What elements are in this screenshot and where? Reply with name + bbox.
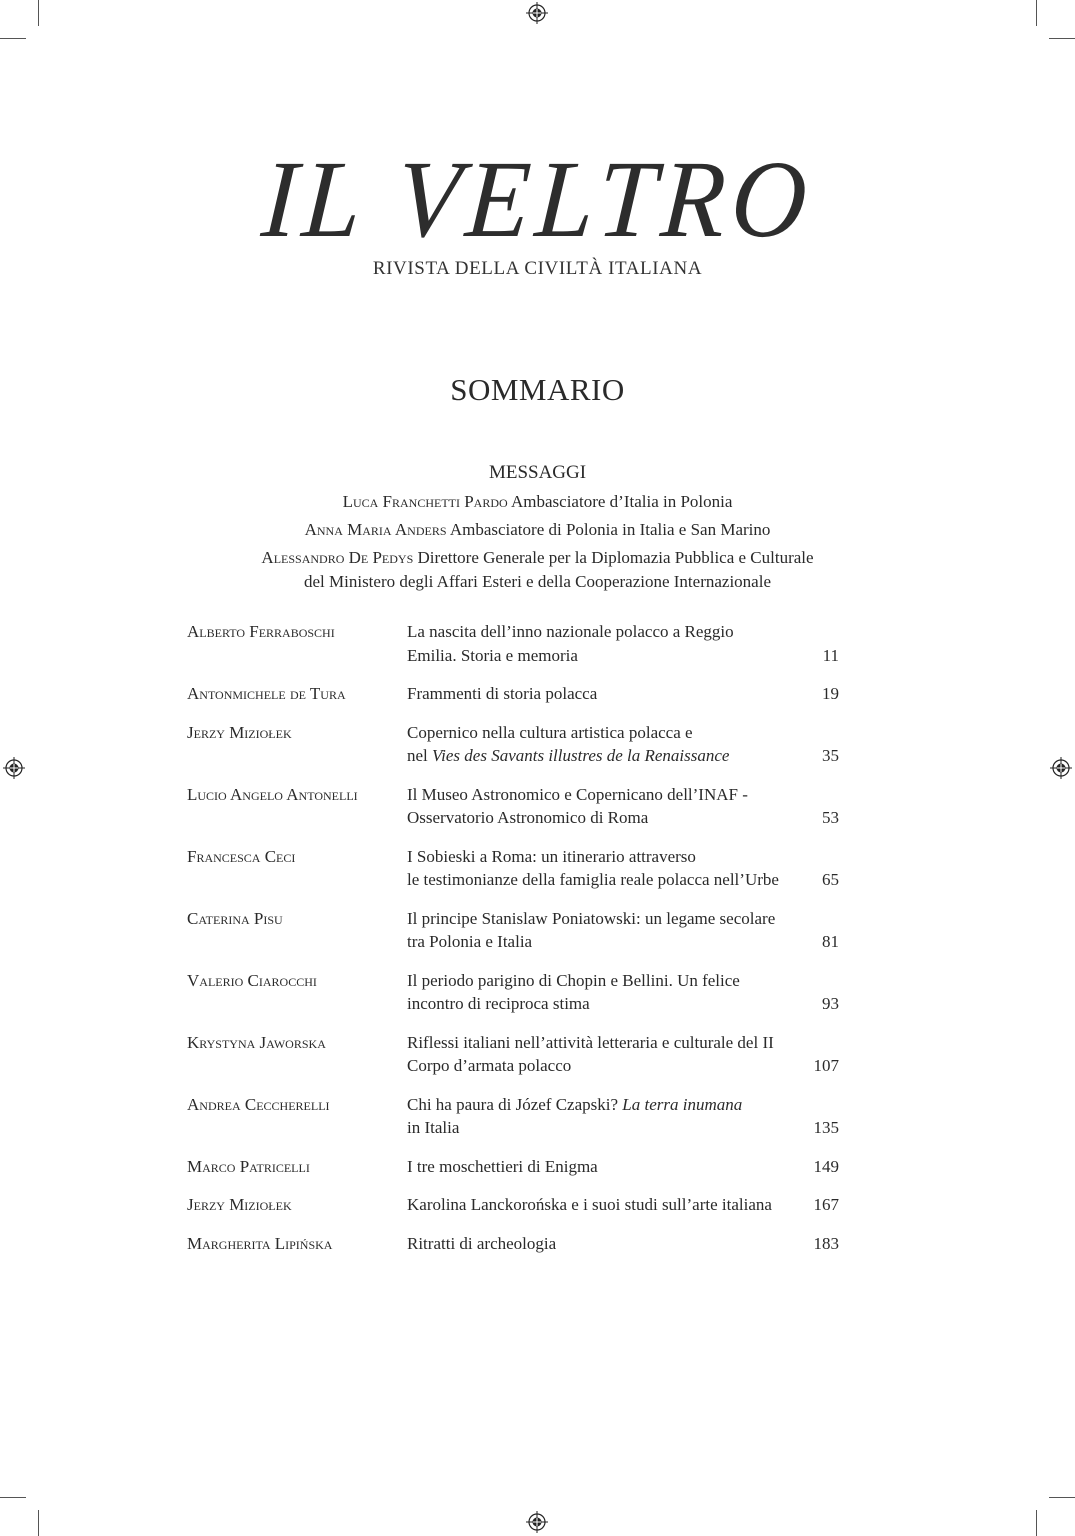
toc-title	[407, 969, 803, 1016]
crop-mark	[1036, 0, 1037, 26]
toc-entry[interactable]	[187, 969, 839, 1016]
registration-mark-icon	[526, 1511, 548, 1533]
message-line	[0, 570, 1075, 594]
toc-title-line: Emilia. Storia e memoria	[407, 645, 578, 665]
crop-mark	[38, 0, 39, 26]
toc-title-line: Riflessi italiani nell’attività letteraria e culturale del II	[407, 1032, 774, 1052]
toc-title-line: incontro di reciproca stima	[407, 994, 590, 1013]
toc-title	[407, 1093, 803, 1140]
toc-title-line: Il principe Stanislaw Poniatowski: un legame secolare	[407, 908, 776, 928]
toc-author: Alberto Ferraboschi	[187, 622, 335, 641]
toc-entry[interactable]	[187, 845, 839, 892]
message-role-continued: del Ministero degli Affari Esteri e della Cooperazione Internazionale	[303, 572, 771, 591]
toc-author: Jerzy Miziołek	[187, 1195, 292, 1214]
toc-title-line: le testimonianze della famiglia reale polacca nell’Urbe	[407, 870, 779, 889]
toc-author: Valerio Ciarocchi	[187, 970, 317, 990]
toc-page-number: 35	[822, 746, 839, 765]
toc-title-line	[407, 1093, 803, 1117]
toc-title-italic: La terra inumana	[622, 1094, 743, 1114]
toc-page-number: 65	[822, 870, 839, 889]
registration-mark-icon	[1050, 757, 1072, 779]
toc-page-number: 107	[813, 1056, 839, 1075]
crop-mark	[1049, 38, 1075, 39]
toc-title-line: Karolina Lanckorońska e i suoi studi sull’arte italiana	[407, 1195, 772, 1214]
toc-title	[407, 620, 803, 667]
journal-tagline: RIVISTA DELLA CIVILTÀ ITALIANA	[372, 258, 703, 279]
toc-entry[interactable]	[187, 1193, 839, 1217]
journal-logo: IL VELTRO	[258, 138, 817, 261]
toc-title	[407, 783, 803, 830]
toc-title	[407, 1232, 803, 1256]
toc-page-number: 183	[813, 1233, 839, 1253]
crop-mark	[0, 1497, 26, 1498]
toc-entry[interactable]	[187, 1155, 839, 1179]
table-of-contents	[187, 620, 839, 1270]
registration-mark-icon	[3, 757, 25, 779]
toc-title-line: tra Polonia e Italia	[407, 932, 533, 951]
toc-page-number: 81	[822, 932, 839, 951]
toc-page-number: 19	[822, 684, 839, 703]
toc-title-line: I tre moschettieri di Enigma	[407, 1156, 598, 1176]
toc-title-line: Corpo d’armata polacco	[407, 1056, 572, 1075]
message-author: Luca Franchetti Pardo	[342, 492, 508, 511]
toc-entry[interactable]	[187, 682, 839, 706]
toc-author: Francesca Ceci	[187, 846, 296, 866]
toc-title-line: Il periodo parigino di Chopin e Bellini. Un felice	[407, 970, 740, 990]
toc-title-italic: Vies des Savants illustres de la Renaissance	[432, 746, 730, 765]
toc-entry[interactable]	[187, 620, 839, 667]
toc-title-line: in Italia	[407, 1118, 460, 1137]
toc-title-line: Frammenti di storia polacca	[407, 684, 598, 703]
message-role: Ambasciatore di Polonia in Italia e San Marino	[449, 520, 771, 539]
toc-title	[407, 907, 803, 954]
toc-entry[interactable]	[187, 783, 839, 830]
message-line	[0, 546, 1075, 570]
toc-author: Marco Patricelli	[187, 1156, 310, 1176]
toc-title-text: nel	[407, 746, 433, 765]
toc-page-number: 93	[822, 994, 839, 1013]
masthead	[0, 138, 1075, 280]
toc-title-line: Copernico nella cultura artistica polacca e	[407, 722, 693, 742]
crop-mark	[1049, 1497, 1075, 1498]
toc-entry[interactable]	[187, 1031, 839, 1078]
toc-title	[407, 682, 803, 706]
toc-title	[407, 1031, 803, 1078]
toc-author: Andrea Ceccherelli	[187, 1094, 330, 1114]
message-author: Anna Maria Anders	[304, 520, 447, 539]
toc-author: Lucio Angelo Antonelli	[187, 784, 358, 804]
messages-section	[0, 462, 1075, 598]
toc-page-number: 135	[813, 1118, 839, 1137]
toc-page-number: 167	[813, 1195, 839, 1214]
toc-title-line	[407, 744, 803, 768]
toc-author: Caterina Pisu	[187, 908, 283, 928]
toc-title-line: Il Museo Astronomico e Copernicano dell’INAF -	[407, 784, 748, 804]
toc-title-line: Ritratti di archeologia	[407, 1233, 557, 1253]
message-line	[0, 490, 1075, 514]
toc-title	[407, 1193, 803, 1217]
toc-entry[interactable]	[187, 1232, 839, 1256]
message-role: Ambasciatore d’Italia in Polonia	[511, 492, 733, 511]
toc-title	[407, 845, 803, 892]
toc-entry[interactable]	[187, 721, 839, 768]
page-title: SOMMARIO	[450, 372, 625, 407]
toc-title-line: Osservatorio Astronomico di Roma	[407, 808, 649, 827]
toc-title-line: I Sobieski a Roma: un itinerario attraverso	[407, 846, 696, 866]
toc-author: Jerzy Miziołek	[187, 722, 292, 742]
message-author: Alessandro De Pedys	[261, 548, 414, 567]
crop-mark	[0, 38, 26, 39]
toc-entry[interactable]	[187, 1093, 839, 1140]
toc-author: Antonmichele de Tura	[187, 684, 346, 703]
toc-author: Margherita Lipińska	[187, 1233, 333, 1253]
toc-author: Krystyna Jaworska	[187, 1032, 326, 1052]
crop-mark	[38, 1510, 39, 1536]
toc-page-number: 53	[822, 808, 839, 827]
crop-mark	[1036, 1510, 1037, 1536]
toc-title	[407, 1155, 803, 1179]
toc-title-line: La nascita dell’inno nazionale polacco a Reggio	[407, 622, 734, 641]
messages-heading: MESSAGGI	[488, 462, 587, 483]
registration-mark-icon	[526, 2, 548, 24]
toc-title	[407, 721, 803, 768]
toc-entry[interactable]	[187, 907, 839, 954]
message-line	[0, 518, 1075, 542]
toc-page-number: 11	[822, 645, 839, 665]
toc-title-text: Chi ha paura di Józef Czapski?	[407, 1094, 623, 1114]
message-role: Direttore Generale per la Diplomazia Pubblica e Culturale	[417, 548, 814, 567]
toc-page-number: 149	[813, 1156, 839, 1176]
